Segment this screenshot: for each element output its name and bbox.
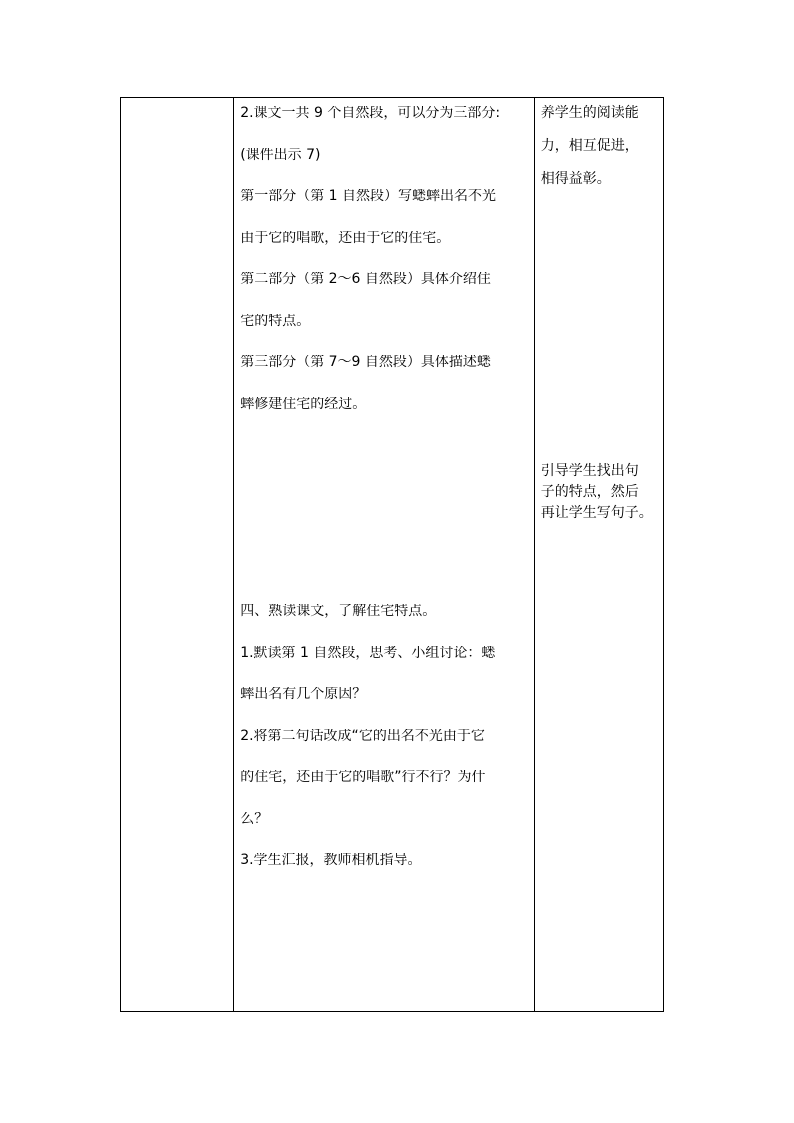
intent-line: 再让学生写句子。 <box>540 505 653 521</box>
lesson-plan-table <box>120 97 664 1012</box>
process-line: 第一部分（第 1 自然段）写蟋蟀出名不光 <box>240 189 497 203</box>
table-row <box>121 98 664 1012</box>
process-line: 2.课文一共 9 个自然段，可以分为三部分: <box>240 106 501 120</box>
process-line: 蟀出名有几个原因？ <box>240 687 367 701</box>
section-heading: 四、熟读课文，了解住宅特点。 <box>240 604 437 618</box>
intent-line: 引导学生找出句 <box>540 463 639 479</box>
process-line: (课件出示 7) <box>240 147 321 162</box>
intent-line: 养学生的阅读能 <box>540 105 639 121</box>
process-line: 么？ <box>240 811 269 826</box>
process-line: 1.默读第 1 自然段，思考、小组讨论：蟋 <box>240 645 496 660</box>
process-line: 的住宅，还由于它的唱歌”行不行？为什 <box>240 770 486 784</box>
process-line: 3.学生汇报，教师相机指导。 <box>240 853 422 867</box>
intent-line: 力，相互促进， <box>540 138 639 154</box>
process-line: 第三部分（第 7～9 自然段）具体描述蟋 <box>240 355 491 369</box>
intent-line: 相得益彰。 <box>540 171 611 187</box>
spacer <box>240 438 530 604</box>
intent-line: 子的特点，然后 <box>540 484 639 500</box>
design-intent-cell <box>534 98 663 1012</box>
process-line: 宅的特点。 <box>240 313 311 328</box>
intent-block <box>541 464 653 527</box>
process-line: 第二部分（第 2～6 自然段）具体介绍住 <box>240 272 491 286</box>
process-line: 2.将第二句话改成“它的出名不光由于它 <box>240 728 485 743</box>
left-column-cell <box>121 98 234 1012</box>
process-line: 由于它的唱歌，还由于它的住宅。 <box>240 230 451 245</box>
process-line: 蟀修建住宅的经过。 <box>240 396 367 411</box>
teaching-process-cell <box>234 98 535 1012</box>
